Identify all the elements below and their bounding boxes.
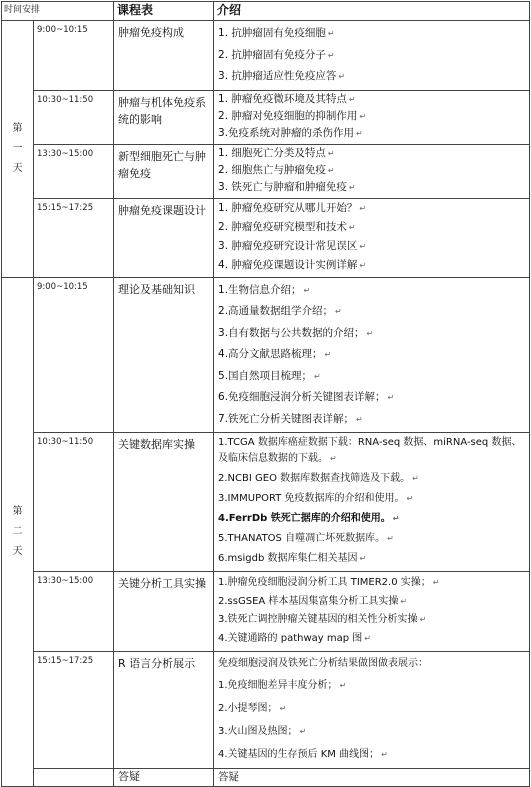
time-cell (34, 769, 114, 787)
list-item: 1. 细胞死亡分类及特点 ↵ (218, 146, 335, 159)
table-row (2, 90, 530, 144)
time-cell: 10:30~11:50 (34, 433, 114, 572)
list-item: 4.关键基因的生存预后 KM 曲线图； ↵ (218, 749, 388, 760)
intro-cell (214, 433, 530, 572)
course-cell: 肿瘤与机体免疫系统的影响 (114, 90, 214, 144)
time-cell: 13:30~15:00 (34, 144, 114, 198)
list-item: 1. 肿瘤免疫研究从哪儿开始？ ↵ (218, 201, 367, 214)
table-row (2, 652, 530, 769)
list-item: 3.铁死亡调控肿瘤关键基因的相关性分析实操 ↵ (218, 614, 427, 625)
list-item: 1. 肿瘤免疫微环境及其特点 ↵ (218, 92, 356, 105)
list-item: 2.NCBI GEO 数据库数据查找筛选及下载。 ↵ (218, 473, 419, 484)
list-item: 1.生物信息介绍； ↵ (218, 283, 311, 296)
list-item: 3. 抗肿瘤适应性免疫应答 ↵ (218, 70, 346, 82)
list-item: 答疑 (218, 771, 240, 783)
time-cell: 15:15~17:25 (34, 198, 114, 277)
course-cell: 关键数据库实操 (114, 433, 214, 572)
list-item: 6.msigdb 数据库集仁相关基因 ↵ (218, 553, 367, 564)
intro-cell (214, 21, 530, 91)
course-cell: 理论及基础知识 (114, 277, 214, 433)
time-cell: 13:30~15:00 (34, 572, 114, 652)
intro-cell (214, 198, 530, 277)
list-item: 6.免疫细胞浸润分析关键图表详解； ↵ (218, 391, 395, 403)
table-row (2, 21, 530, 91)
list-item: 5.国自然项目梳理； ↵ (218, 369, 321, 382)
list-item: 1.肿瘤免疫细胞浸润分析工具 TIMER2.0 实操； ↵ (218, 577, 440, 588)
header-row (2, 2, 530, 21)
course-cell: 答疑 (114, 769, 214, 787)
intro-cell (214, 769, 530, 787)
list-item: 3.免疫系统对肿瘤的杀伤作用 ↵ (218, 126, 363, 139)
table-row (2, 198, 530, 277)
intro-cell (214, 572, 530, 652)
header-intro: 介绍 (214, 2, 530, 21)
table-row (2, 144, 530, 198)
list-item: 3.IMMUPORT 免疫数据库的介绍和使用。 ↵ (218, 493, 414, 504)
header-time: 时间安排 (2, 2, 114, 21)
list-item: 4. 肿瘤免疫课题设计实例详解 ↵ (218, 258, 367, 271)
intro-cell (214, 277, 530, 433)
table-row (2, 572, 530, 652)
header-course: 课程表 (114, 2, 214, 21)
day-one-label: 第 一 天 (2, 21, 34, 278)
intro-cell (214, 90, 530, 144)
list-item: 2. 肿瘤对免疫细胞的抑制作用 ↵ (218, 109, 367, 122)
intro-cell (214, 652, 530, 769)
list-item: 4.FerrDb 铁死亡据库的介绍和使用。 ↵ (218, 513, 400, 524)
list-item: 1. 抗肿瘤固有免疫细胞 ↵ (218, 27, 335, 39)
intro-lead: 免疫细胞浸润及铁死亡分析结果做图做表展示： (218, 658, 429, 669)
course-cell: 新型细胞死亡与肿瘤免疫 (114, 144, 214, 198)
time-cell: 15:15~17:25 (34, 652, 114, 769)
list-item: 2.小提琴图； ↵ (218, 703, 287, 714)
table-row (2, 277, 530, 433)
course-cell: 关键分析工具实操 (114, 572, 214, 652)
list-item: 7.铁死亡分析关键图表详解； ↵ (218, 412, 363, 425)
intro-cell (214, 144, 530, 198)
list-item: 3.自有数据与公共数据的介绍； ↵ (218, 326, 374, 339)
list-item: 2. 细胞焦亡与肿瘤免疫 ↵ (218, 163, 335, 176)
table-row (2, 433, 530, 572)
time-cell: 10:30~11:50 (34, 90, 114, 144)
table-row (2, 769, 530, 787)
course-cell: R 语言分析展示 (114, 652, 214, 769)
schedule-table (1, 1, 530, 787)
time-cell: 9:00~10:15 (34, 21, 114, 91)
course-cell: 肿瘤免疫课题设计 (114, 198, 214, 277)
list-item: 4.高分文献思路梳理； ↵ (218, 348, 332, 360)
list-item: 3.火山图及热图； ↵ (218, 726, 307, 737)
list-item: 3. 铁死亡与肿瘤和肿瘤免疫 ↵ (218, 180, 356, 193)
course-cell: 肿瘤免疫构成 (114, 21, 214, 91)
list-item: 1.TCGA 数据库癌症数据下载：RNA-seq 数据、miRNA-seq 数据、及临床信息数据的下载。 ↵ (218, 437, 522, 464)
list-item: 3. 肿瘤免疫研究设计常见误区 ↵ (218, 239, 367, 252)
list-item: 2.ssGSEA 样本基因集富集分析工具实操 ↵ (218, 595, 408, 607)
time-cell: 9:00~10:15 (34, 277, 114, 433)
list-item: 2.高通量数据组学介绍； ↵ (218, 305, 342, 317)
list-item: 2. 抗肿瘤固有免疫分子 ↵ (218, 48, 335, 61)
list-item: 1.免疫细胞差异丰度分析； ↵ (218, 680, 347, 691)
list-item: 2. 肿瘤免疫研究模型和技术 ↵ (218, 220, 356, 233)
day-two-label: 第 二 天 (2, 277, 34, 787)
list-item: 5.THANATOS 自噬凋亡坏死数据库。 ↵ (218, 533, 394, 544)
list-item: 4.关键通路的 pathway map 图 ↵ (218, 632, 371, 644)
